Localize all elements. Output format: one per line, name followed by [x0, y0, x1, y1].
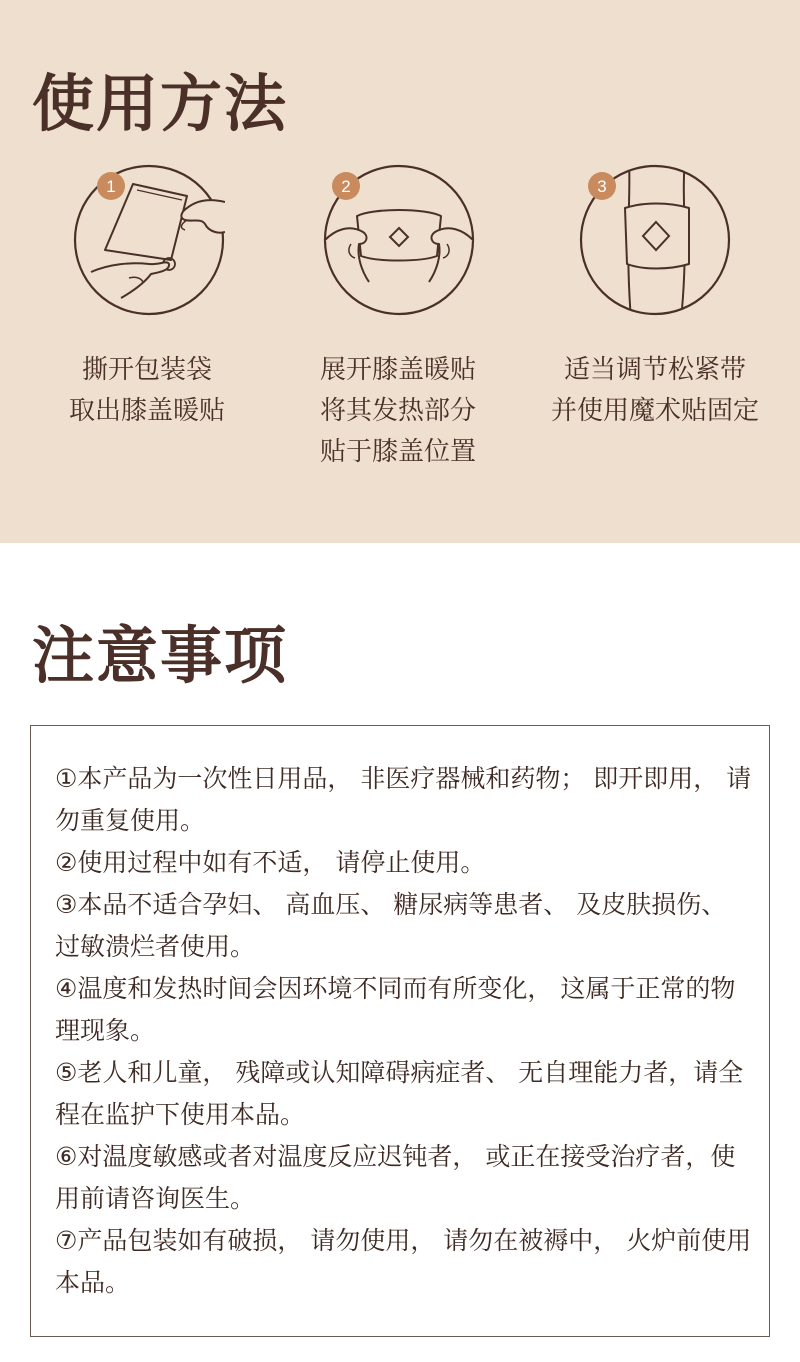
step-1-line-1: 撕开包装袋 [81, 355, 212, 385]
notice-item-5: ⑤老人和儿童， 残障或认知障碍病症者、 无自理能力者，请全程在监护下使用本品。 [55, 1058, 744, 1129]
step-3-badge-number: 3 [597, 177, 607, 196]
step-2-description [268, 350, 528, 473]
knee-wrap-icon [577, 160, 733, 316]
step-3-line-1: 适当调节松紧带 [563, 355, 746, 385]
step-2-line-3: 贴于膝盖位置 [319, 437, 476, 467]
step-1-badge-number: 1 [106, 177, 116, 196]
notice-item-4: ④温度和发热时间会因环境不同而有所变化， 这属于正常的物理现象。 [55, 974, 736, 1045]
apply-patch-icon [321, 160, 477, 316]
step-1-description [17, 350, 277, 432]
notice-item-7: ⑦产品包装如有破损， 请勿使用， 请勿在被褥中， 火炉前使用本品。 [55, 1226, 752, 1297]
step-2-badge-number: 2 [341, 177, 351, 196]
step-2 [268, 160, 528, 500]
notice-item-1: ①本产品为一次性日用品， 非医疗器械和药物； 即开即用， 请勿重复使用。 [55, 764, 752, 835]
step-3-description [525, 350, 785, 432]
step-1-line-2: 取出膝盖暖贴 [68, 396, 225, 426]
notice-list [55, 758, 755, 1304]
notice-item-6: ⑥对温度敏感或者对温度反应迟钝者， 或正在接受治疗者，使用前请咨询医生。 [55, 1142, 736, 1213]
notice-item-3: ③本品不适合孕妇、 高血压、 糖尿病等患者、 及皮肤损伤、 过敏溃烂者使用。 [55, 890, 727, 961]
step-1 [17, 160, 277, 500]
step-2-line-1: 展开膝盖暖贴 [319, 355, 476, 385]
notice-title: 注意事项 [32, 619, 289, 692]
step-3 [525, 160, 785, 500]
notice-box [30, 725, 770, 1337]
notice-item-2: ②使用过程中如有不适， 请停止使用。 [55, 848, 486, 877]
step-2-line-2: 将其发热部分 [319, 396, 476, 426]
usage-title: 使用方法 [32, 67, 289, 140]
step-3-line-2: 并使用魔术贴固定 [550, 396, 759, 426]
usage-section [0, 0, 800, 543]
tear-pouch-icon [69, 160, 225, 316]
